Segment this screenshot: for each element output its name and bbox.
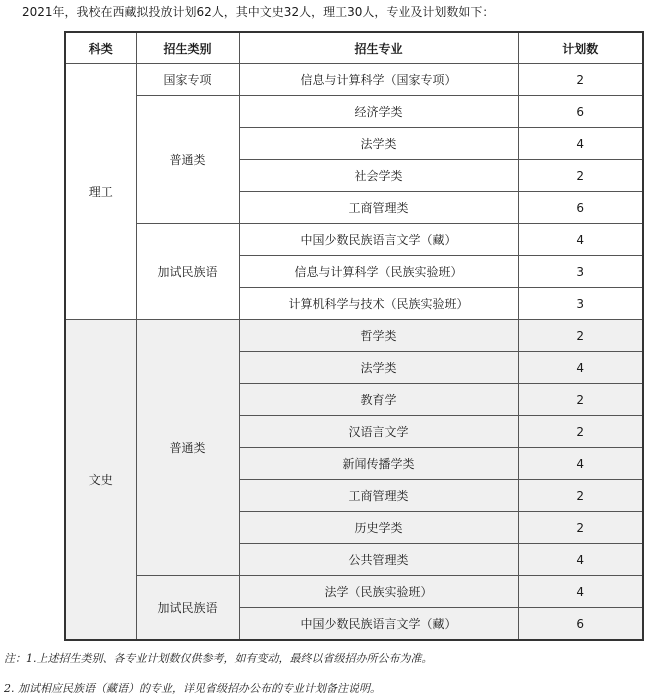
major-cell: 法学类 [239, 128, 518, 160]
major-cell: 法学类 [239, 352, 518, 384]
plan-cell: 2 [518, 64, 643, 96]
header-major: 招生专业 [239, 32, 518, 64]
major-cell: 公共管理类 [239, 544, 518, 576]
plan-cell: 4 [518, 352, 643, 384]
table-row [65, 224, 643, 256]
plan-cell: 2 [518, 160, 643, 192]
table-row [65, 576, 643, 608]
category-cell: 普通类 [136, 96, 239, 224]
table-row [65, 64, 643, 96]
plan-cell: 2 [518, 416, 643, 448]
table-row [65, 320, 643, 352]
major-cell: 社会学类 [239, 160, 518, 192]
plan-cell: 4 [518, 448, 643, 480]
major-cell: 信息与计算科学（民族实验班） [239, 256, 518, 288]
major-cell: 新闻传播学类 [239, 448, 518, 480]
major-cell: 中国少数民族语言文学（藏） [239, 608, 518, 641]
major-cell: 教育学 [239, 384, 518, 416]
footnote-1: 注：1.上述招生类别、各专业计划数仅供参考，如有变动，最终以省级招办所公布为准。 [4, 652, 433, 665]
major-cell: 工商管理类 [239, 480, 518, 512]
major-cell: 中国少数民族语言文学（藏） [239, 224, 518, 256]
plan-cell: 6 [518, 192, 643, 224]
header-row [65, 32, 643, 64]
major-cell: 计算机科学与技术（民族实验班） [239, 288, 518, 320]
plan-cell: 2 [518, 512, 643, 544]
plan-cell: 3 [518, 256, 643, 288]
plan-cell: 4 [518, 128, 643, 160]
major-cell: 信息与计算科学（国家专项） [239, 64, 518, 96]
major-cell: 汉语言文学 [239, 416, 518, 448]
category-cell: 国家专项 [136, 64, 239, 96]
header-plan: 计划数 [518, 32, 643, 64]
major-cell: 经济学类 [239, 96, 518, 128]
table-row [65, 96, 643, 128]
plan-cell: 2 [518, 384, 643, 416]
plan-cell: 3 [518, 288, 643, 320]
ligong-section [65, 64, 643, 320]
intro-text: 2021年，我校在西藏拟投放计划62人，其中文史32人，理工30人，专业及计划数如下： [22, 5, 495, 19]
subject-cell-ligong: 理工 [65, 64, 136, 320]
plan-cell: 6 [518, 608, 643, 641]
major-cell: 工商管理类 [239, 192, 518, 224]
enrollment-plan-table [64, 31, 644, 641]
plan-cell: 4 [518, 576, 643, 608]
wenshi-section [65, 320, 643, 641]
plan-cell: 2 [518, 480, 643, 512]
category-cell: 加试民族语 [136, 224, 239, 320]
major-cell: 哲学类 [239, 320, 518, 352]
category-cell: 加试民族语 [136, 576, 239, 641]
header-category: 招生类别 [136, 32, 239, 64]
category-cell: 普通类 [136, 320, 239, 576]
header-subject: 科类 [65, 32, 136, 64]
plan-cell: 4 [518, 544, 643, 576]
subject-cell-wenshi: 文史 [65, 320, 136, 641]
major-cell: 法学（民族实验班） [239, 576, 518, 608]
footnote-2: 2. 加试相应民族语（藏语）的专业，详见省级招办公布的专业计划备注说明。 [4, 682, 381, 695]
plan-cell: 6 [518, 96, 643, 128]
major-cell: 历史学类 [239, 512, 518, 544]
plan-cell: 4 [518, 224, 643, 256]
plan-cell: 2 [518, 320, 643, 352]
